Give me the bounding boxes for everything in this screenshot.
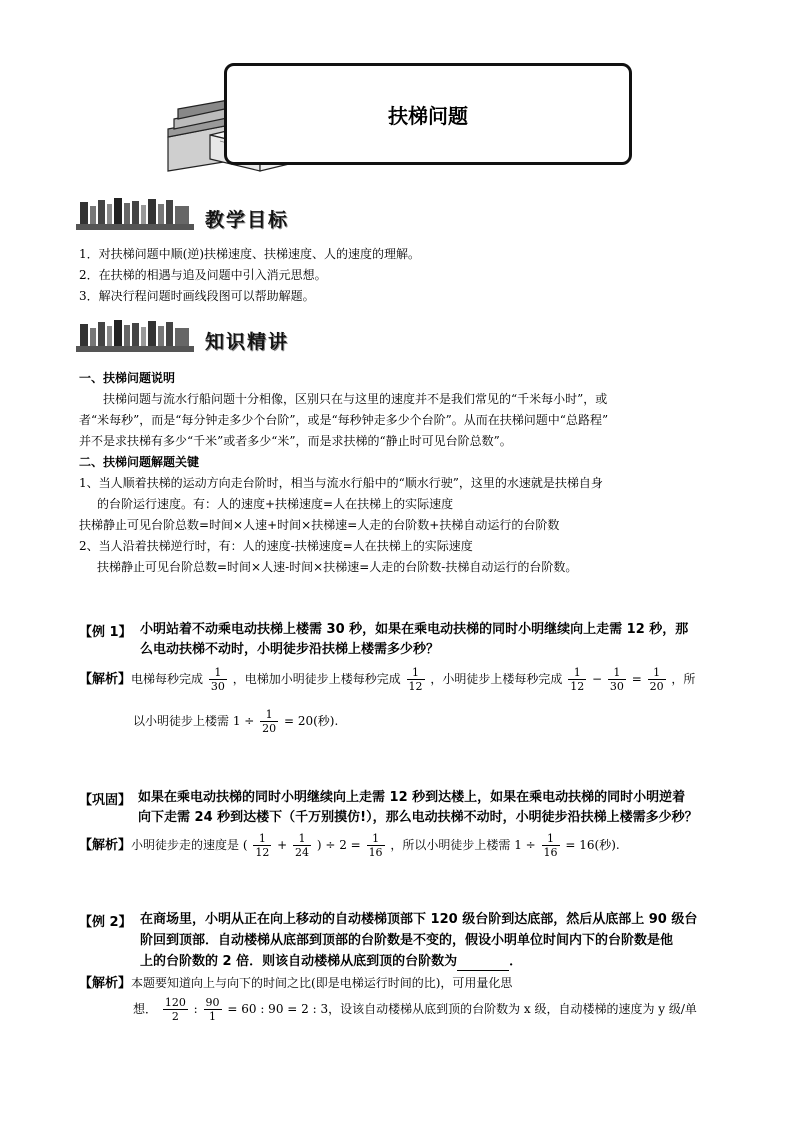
section-title-knowledge: 知识精讲 [205,331,290,353]
solution-text: ，所以小明徒步上楼需 1 ÷ [390,838,536,852]
goal-item: 3．解决行程问题时画线段图可以帮助解题。 [79,289,315,303]
solution-line [79,975,512,992]
example-tag: 【例 1】 [79,625,132,640]
knowledge-text: 者“米每秒”，而是“每分钟走多少个台阶”，或是“每秒钟走多少个台阶”。从而在扶梯问题中“总路程” [79,413,609,427]
section-banner-icon [76,196,196,232]
fraction: $\frac{1}{24}$ [295,832,310,859]
example-question: 小明站着不动乘电动扶梯上楼需 30 秒，如果在乘电动扶梯的同时小明继续向上走需 12 秒，那 [140,622,689,637]
solution-text: ，小明徒步上楼每秒完成 [430,672,563,686]
question-text: 上的台阶数的 2 倍．则该自动楼梯从底到顶的台阶数为 [140,954,458,969]
solution-text: 电梯每秒完成 [131,672,204,686]
fraction: $\frac{1}{12}$ [408,666,423,693]
solution-line: 【解析】小明徒步走的速度是 ( $\frac{1}{12}$ + $\frac{1}{24}$ ) ÷ 2 = $\frac{1}{16}$ ，所以小明徒步上楼需 1 ÷ $\frac{1}{16}$ = 16(秒). [79,832,620,859]
solution-text: 想． [133,1002,158,1016]
example-question: 向下走需 24 秒到达楼下（千万别摸仿!），那么电动扶梯不动时，小明徒步沿扶梯上楼需多少秒？ [138,810,698,825]
fraction: $\frac{1}{30}$ [609,666,624,693]
page-title: 扶梯问题 [388,104,468,128]
question-text: ． [509,954,523,969]
solution-tag: 【解析】 [79,838,132,853]
section-banner-icon [76,318,196,354]
solution-line: 【解析】电梯每秒完成 $\frac{1}{30}$ ，电梯加小明徒步上楼每秒完成 $\frac{1}{12}$ ，小明徒步上楼每秒完成 $\frac{1}{12}$ − $\frac{1}{30}$ = $\frac{1}{20}$ ，所 [79,666,696,693]
solution-text: 以小明徒步上楼需 1 ÷ [133,714,255,728]
knowledge-text: 扶梯问题与流水行船问题十分相像，区别只在与这里的速度并不是我们常见的“千米每小时”，或 [103,392,608,406]
fraction: $\frac{1}{20}$ [262,708,277,735]
knowledge-text: 扶梯静止可见台阶总数=时间×人速-时间×扶梯速=人走的台阶数-扶梯自动运行的台阶数。 [97,560,578,574]
fraction: $\frac{120}{2}$ [164,996,186,1023]
section-title-goals: 教学目标 [205,209,290,231]
example-question: 阶回到顶部．自动楼梯从底部到顶部的台阶数是不变的，假设小明单位时间内下的台阶数是他 [140,933,674,948]
goal-item: 1．对扶梯问题中顺(逆)扶梯速度、扶梯速度、人的速度的理解。 [79,247,421,261]
knowledge-text: 2、当人沿着扶梯逆行时，有：人的速度-扶梯速度=人在扶梯上的实际速度 [79,539,473,553]
fraction: $\frac{1}{16}$ [368,832,383,859]
solution-line [133,706,338,736]
fraction: $\frac{1}{30}$ [210,666,225,693]
answer-blank [457,957,509,971]
example-question [140,952,522,971]
knowledge-text: 并不是求扶梯有多少“千米”或者多少“米”，而是求扶梯的“静止时可见台阶总数”。 [79,434,512,448]
example-question: 么电动扶梯不动时，小明徒步沿扶梯上楼需多少秒？ [140,642,440,657]
solution-text: = 20(秒). [283,714,339,728]
solution-text: 小明徒步走的速度是 ( [131,838,248,852]
knowledge-text: 扶梯静止可见台阶总数=时间×人速+时间×扶梯速=人走的台阶数+扶梯自动运行的台阶数 [79,518,560,532]
fraction: $\frac{1}{16}$ [543,832,558,859]
knowledge-text: 的台阶运行速度。有：人的速度+扶梯速度=人在扶梯上的实际速度 [97,497,454,511]
fraction: $\frac{90}{1}$ [205,996,220,1023]
example-tag: 【巩固】 [79,793,132,808]
solution-tag: 【解析】 [79,672,132,687]
example-tag: 【例 2】 [79,915,132,930]
fraction: $\frac{1}{20}$ [649,666,664,693]
fraction: $\frac{1}{12}$ [570,666,585,693]
solution-text: ，所 [671,672,696,686]
example-question: 如果在乘电动扶梯的同时小明继续向上走需 12 秒到达楼上，如果在乘电动扶梯的同时小明逆着 [138,790,686,805]
example-question: 在商场里，小明从正在向上移动的自动楼梯顶部下 120 级台阶到达底部，然后从底部上 90 级台 [140,912,698,927]
solution-text: : [193,1002,198,1016]
solution-text: ) ÷ 2 = [316,838,361,852]
solution-text: = 60 : 90 = 2 : 3，设该自动楼梯从底到顶的台阶数为 x 级，自动楼梯的速度为 y 级/单 [227,1002,697,1016]
solution-text: = 16(秒). [565,838,620,852]
solution-tag: 【解析】 [79,976,132,991]
solution-text: ，电梯加小明徒步上楼每秒完成 [232,672,401,686]
knowledge-heading: 二、扶梯问题解题关键 [79,455,200,469]
title-box [224,63,632,165]
knowledge-heading: 一、扶梯问题说明 [79,371,176,385]
knowledge-text: 1、当人顺着扶梯的运动方向走台阶时，相当与流水行船中的“顺水行驶”，这里的水速就是扶梯自身 [79,476,603,490]
fraction: $\frac{1}{12}$ [255,832,270,859]
solution-line [133,993,697,1025]
solution-text: 本题要知道向上与向下的时间之比(即是电梯运行时间的比)，可用量化思 [131,976,513,990]
goal-item: 2．在扶梯的相遇与追及问题中引入消元思想。 [79,268,327,282]
